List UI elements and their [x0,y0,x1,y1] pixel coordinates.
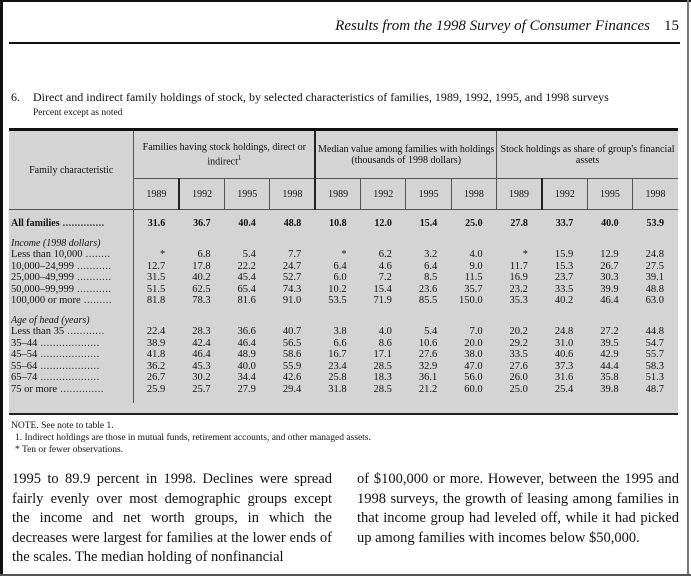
table-cell: 26.7 [600,260,619,272]
table-cell: 81.6 [237,295,256,306]
table-cell: * [522,249,528,260]
table-cell: 27.2 [600,326,619,337]
stock-holdings-table [9,128,678,415]
table-cell: 10.6 [418,337,438,349]
table-cell: 18.3 [373,372,392,383]
section-title: Income (1998 dollars) [9,238,134,250]
table-cell: 31.6 [147,218,166,229]
table-cell: 15.9 [554,249,574,260]
table-cell: 38.0 [464,349,483,360]
row-label: Less than 10,000 ........ [9,249,134,261]
table-cell: 42.6 [282,372,302,383]
row-label: 10,000–24,999 ........... [9,261,134,273]
table-cell: 6.0 [333,272,347,283]
table-cell: 45.3 [192,360,211,372]
table-cell: 11.7 [509,260,528,272]
year-header: 1998 [633,179,678,210]
year-header: 1995 [406,179,451,210]
table-cell: 23.2 [509,283,528,295]
table-cell: 27.8 [510,218,528,229]
row-label: 25,000–49,999 ........... [9,272,134,284]
table-cell: 65.4 [237,283,256,295]
table-cell: 31.5 [146,272,166,283]
table-cell: 27.6 [418,349,438,360]
table-cell: 27.5 [645,260,664,272]
spacer-row [9,395,678,403]
group-header-median-value: Median value among families with holdings (thousands of 1998 dollars) [315,131,496,179]
table-title-text: Direct and indirect family holdings of stock, by selected characteristics of families, 1989, 1992, 1995, and 1998 surveys [33,90,609,104]
table-cell: 31.8 [328,383,347,395]
table-cell: 4.0 [378,326,392,337]
table-cell: 71.9 [373,295,392,306]
table-cell: 25.9 [146,383,166,395]
group-header-share-of-assets: Stock holdings as share of group's financial assets [497,131,678,179]
table-row [9,384,678,396]
table-cell: 5.4 [424,326,438,337]
table-cell: 55.9 [282,360,302,372]
table-cell: 24.7 [282,260,302,272]
row-label: 65–74 ................... [9,372,134,384]
table-cell: 38.9 [146,337,166,349]
table-cell: 4.0 [469,249,483,260]
table-cell: 56.5 [282,337,302,349]
table-row [9,338,678,350]
table-cell: 46.4 [600,295,619,306]
table-cell: 48.7 [645,383,664,395]
table-cell: 10.8 [329,218,347,229]
page-number: 15 [664,18,679,34]
table-cell: 16.7 [328,349,347,360]
section-header-row [9,315,678,327]
table-cell: 40.7 [282,326,302,337]
row-label: 45–54 ................... [9,349,134,361]
table-cell: 29.4 [282,383,302,395]
table-cell: 81.8 [146,295,166,306]
table-cell: 150.0 [458,295,483,306]
table-row [9,272,678,284]
table-cell: 40.0 [601,218,619,229]
table-cell: 36.6 [237,326,256,337]
row-label: Less than 35 ............ [9,326,134,338]
table-cell: 6.4 [333,260,347,272]
year-header: 1995 [587,179,632,210]
row-label: 35–44 ................... [9,338,134,350]
table-cell: 15.4 [419,218,438,229]
year-header: 1998 [270,179,315,210]
table-cell: 33.5 [509,349,528,360]
table-cell: 52.7 [282,272,302,283]
row-label: 100,000 or more ......... [9,295,134,307]
table-number: 6. [11,90,20,104]
table-cell: 48.9 [237,349,256,360]
table-cell: 91.0 [282,295,302,306]
table-row [9,349,678,361]
table-cell: 30.3 [600,272,619,283]
table-cell: 39.8 [600,383,619,395]
year-header: 1989 [315,179,360,210]
table-cell: 25.0 [509,383,528,395]
table-cell: 48.8 [645,283,664,295]
table-row [9,295,678,307]
table-cell: 23.4 [328,360,347,372]
year-header: 1989 [497,179,542,210]
table-cell: 35.8 [600,372,619,383]
table-cell: 32.9 [418,360,438,372]
table-cell: * [341,249,347,260]
table-cell: 85.5 [418,295,438,306]
table-cell: 28.3 [192,326,211,337]
table-cell: 25.8 [328,372,347,383]
table-cell: 40.2 [192,272,211,283]
table-cell: 3.8 [333,326,347,337]
table-cell: 40.4 [238,218,256,229]
table-cell: 26.7 [146,372,166,383]
note-general: NOTE. See note to table 1. [11,421,114,431]
table-cell: 58.6 [282,349,302,360]
table-cell: 30.2 [192,372,211,383]
row-label: 50,000–99,999 ........... [9,284,134,296]
row-label: 75 or more .............. [9,384,134,396]
table-cell: 35.3 [509,295,528,306]
table-cell: 25.0 [465,218,483,229]
section-title: Age of head (years) [9,315,134,327]
table-cell: 24.8 [645,249,664,260]
table-cell: 45.4 [237,272,256,283]
table-cell: 6.4 [424,260,438,272]
table-cell: 46.4 [237,337,256,349]
spacer-row [9,307,678,315]
table-cell: 34.4 [237,372,256,383]
table-cell: 20.2 [509,326,528,337]
table-cell: 35.7 [464,283,483,295]
table-cell: 55.7 [645,349,664,360]
row-header: Family characteristic [9,131,134,210]
table-cell: 74.3 [282,283,302,295]
table-cell: 25.4 [554,383,574,395]
table-cell: 41.8 [146,349,166,360]
year-header: 1998 [451,179,496,210]
table-cell: 6.2 [378,249,392,260]
table-row [9,361,678,373]
table-cell: 56.0 [464,372,483,383]
table-cell: 51.5 [146,283,166,295]
row-label: 55–64 ................... [9,361,134,373]
table-cell: 47.0 [464,360,483,372]
table-cell: 12.9 [600,249,619,260]
table-cell: 44.8 [645,326,664,337]
table-cell: 28.5 [373,383,392,395]
body-text-left-column: 1995 to 89.9 percent in 1998. Declines were spread fairly evenly over most demographic groups except the income and net worth groups, in which the decreases were largest for families at the lower ends of the scales. The median holding of nonfinancial [12,471,332,565]
page-border-top [0,0,691,2]
table-title [11,90,609,105]
page-border-right [687,0,689,576]
table-cell: 54.7 [645,337,664,349]
table-cell: 40.6 [554,349,574,360]
table-cell: 11.5 [464,272,483,283]
table-cell: 78.3 [192,295,211,306]
table-row [9,326,678,338]
table-cell: 17.8 [192,260,211,272]
table-cell: 12.7 [146,260,166,272]
table-cell: 39.1 [645,272,664,283]
table-row [9,218,678,230]
table-cell: 58.3 [645,360,664,372]
table-cell: 31.6 [554,372,574,383]
table-cell: 26.0 [509,372,528,383]
table-cell: 28.5 [373,360,392,372]
table-cell: 46.4 [192,349,211,360]
table-cell: 15.4 [373,283,392,295]
table-cell: 39.5 [600,337,619,349]
table-cell: 31.0 [554,337,574,349]
table-cell: 25.7 [192,383,211,395]
table-cell: 27.9 [237,383,256,395]
table-row [9,261,678,273]
spacer-row [9,230,678,238]
table-cell: 53.9 [646,218,664,229]
header-rule [9,42,680,44]
table-cell: 63.0 [645,295,664,306]
table-cell: 51.3 [645,372,664,383]
year-header: 1995 [225,179,270,210]
table-cell: 12.0 [374,218,392,229]
table-cell: 27.6 [509,360,528,372]
spacer-row [9,210,678,219]
table-cell: 15.3 [554,260,574,272]
table-cell: * [159,249,166,260]
table-cell: 44.4 [600,360,619,372]
row-label: All families .............. [9,218,134,230]
table-notes [11,420,371,456]
table-cell: 21.2 [418,383,438,395]
table-cell: 22.2 [237,260,256,272]
table-cell: 9.0 [469,260,483,272]
table-cell: 24.8 [554,326,574,337]
table-cell: 22.4 [146,326,166,337]
table-cell: 23.7 [554,272,574,283]
table-row [9,249,678,261]
table-cell: 42.9 [600,349,619,360]
table-cell: 39.9 [600,283,619,295]
table-cell: 20.0 [464,337,483,349]
year-header: 1989 [134,179,179,210]
table-cell: 40.2 [554,295,574,306]
table-cell: 62.5 [192,283,211,295]
table-cell: 33.5 [554,283,574,295]
running-head-title: Results from the 1998 Survey of Consumer Finances [335,18,650,34]
table-cell: 5.4 [242,249,256,260]
table-cell: 40.0 [237,360,256,372]
table-row [9,372,678,384]
year-header: 1992 [361,179,406,210]
group-header-row [9,131,678,179]
section-header-row [9,238,678,250]
table-cell: 6.8 [197,249,211,260]
table-cell: 7.2 [378,272,392,283]
table-subtitle: Percent except as noted [33,108,123,118]
table-cell: 8.5 [424,272,438,283]
table-cell: 29.2 [509,337,528,349]
group-header-has-stock: Families having stock holdings, direct or indirect$^1$ [134,131,315,179]
table-cell: 60.0 [464,383,483,395]
table-row [9,284,678,296]
table-cell: 36.2 [146,360,166,372]
table-cell: 42.4 [192,337,211,349]
year-header: 1992 [179,179,224,210]
year-header: 1992 [542,179,587,210]
table-cell: 10.2 [328,283,347,295]
table-cell: 33.7 [555,218,574,229]
table-cell: 37.3 [554,360,574,372]
table-cell: 7.0 [469,326,483,337]
running-head [335,18,679,35]
table-cell: 53.5 [328,295,347,306]
table-cell: 36.1 [418,372,438,383]
table-cell: 6.6 [333,337,347,349]
table-cell: 23.6 [418,283,438,295]
footnote-1: 1. Indirect holdings are those in mutual funds, retirement accounts, and other managed assets. [15,433,371,443]
body-text-right-column: of $100,000 or more. However, between the 1995 and 1998 surveys, the growth of leasing among families in that income group had leveled off, while it had picked up among families with incomes below $50,000. [357,471,679,546]
table-cell: 3.2 [424,249,438,260]
table-cell: 36.7 [193,218,211,229]
table-cell: 7.7 [288,249,302,260]
table-cell: 17.1 [373,349,392,360]
footnote-asterisk: * Ten or fewer observations. [15,445,124,455]
table-cell: 8.6 [378,337,392,349]
page-border-left [0,0,3,576]
table-cell: 48.8 [283,218,302,229]
table-cell: 4.6 [378,260,392,272]
table-cell: 16.9 [509,272,528,283]
